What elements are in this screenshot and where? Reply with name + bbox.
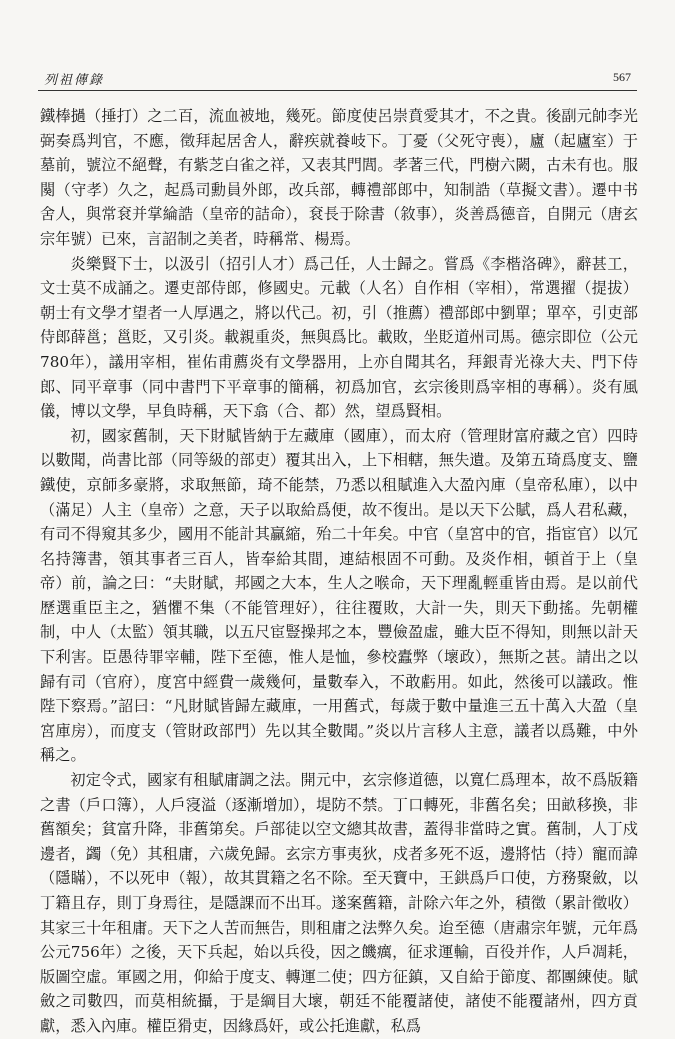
page-number: 567 xyxy=(613,70,631,84)
paragraph: 炎樂賢下士，以汲引（招引人才）爲己任，人士歸之。嘗爲《李楷洛碑》，辭甚工，文士莫不成誦之。遷吏部侍郎，修國史。元載（人名）自作相（宰相），常選擢（提拔）朝士有文學才望者一人厚遇之，將以代己。初，引（推薦）禮部郎中劉單；單卒，引吏部侍郎薛邕；邕貶，又引炎。載親重炎，無與爲比。載敗，坐貶道州司馬。德宗即位（公元780年），議用宰相，崔佑甫薦炎有文學器用，上亦自聞其名，拜銀青光祿大夫、門下侍郎、同平章事（同中書門下平章事的簡稱，初爲加官，玄宗後則爲宰相的專稱）。炎有風儀，博以文學，早負時稱，天下翕（合、都）然，望爲賢相。 xyxy=(40,254,638,421)
paragraph: 鐵棒撾（捶打）之二百，流血被地，幾死。節度使呂崇賁愛其才，不之貴。後副元帥李光弼奏爲判官，不應，徵拜起居舍人，辭疾就養岐下。丁憂（父死守喪），廬（起廬室）于墓前，號泣不絕聲，有紫芝白雀之祥，又表其門閭。孝著三代，門樹六闕，古未有也。服闋（守孝）久之，起爲司勳員外郎，改兵部，轉禮部郎中，知制誥（草擬文書）。遷中书舍人，與常袞并掌綸誥（皇帝的詰命），袞長于除書（敘事），炎善爲德音，自開元（唐玄宗年號）已來，言詔制之美者，時稱常、楊焉。 xyxy=(40,107,638,248)
book-title: 列祖傳錄 xyxy=(44,73,105,88)
paragraph: 初，國家舊制，天下財賦皆納于左藏庫（國庫），而太府（管理財富府藏之官）四時以數聞，尚書比部（同等級的部吏）覆其出入，上下相轄，無失遺。及第五琦爲度支、鹽鐵使，京師多豪將，求取無節，琦不能禁，乃悉以租賦進入大盈內庫（皇帝私庫），以中（滿足）人主（皇帝）之意，天子以取給爲便，故不復出。是以天下公賦，爲人君私藏，有司不得窺其多少，國用不能計其贏縮，殆二十年矣。中官（皇宮中的官，指宦官）以冗名持簿書，領其事者三百人，皆奉給其間，連結根固不可動。及炎作相，頓首于上（皇帝）前，論之曰：“夫財賦，邦國之大本，生人之喉命，天下理亂輕重皆由焉。是以前代歷選重臣主之，猶懼不集（不能管理好），往往覆敗，大計一失，則天下動搖。先朝權制，中人（太監）領其職，以五尺宦豎操邦之本，豐儉盈虛，雖大臣不得知，則無以計天下利害。臣愚待罪宰輔，陛下至德，惟人是恤，參校蠹弊（壞政），無斯之甚。請出之以歸有司（官府），度宮中經費一歲幾何，量數奉入，不敢虧用。如此，然後可以議政。惟陛下察焉。”詔曰：“凡財賦皆歸左藏庫，一用舊式，每歲于數中量進三五十萬入大盈（皇宮庫房），而度支（管財政部門）先以其全數聞。”炎以片言移人主意，議者以爲難，中外稱之。 xyxy=(40,426,638,765)
running-header xyxy=(38,64,637,91)
paragraph: 初定令式，國家有租賦庸調之法。開元中，玄宗修道德，以寬仁爲理本，故不爲版籍之書（戶口簿），人戶寖溢（逐漸增加），堤防不禁。丁口轉死，非舊名矣；田畝移換，非舊額矣；貧富升降，非舊第矣。戶部徒以空文總其故書，蓋得非當時之實。舊制，人丁戍邊者，蠲（免）其租庸，六歲免歸。玄宗方事夷狄，戍者多死不返，邊將怙（持）寵而諱（隱瞞），不以死申（報），故其貫籍之名不除。至天寶中，王鉷爲戶口使，方務聚斂，以丁籍且存，則丁身焉往，是隱課而不出耳。遂案舊籍，計除六年之外，積徵（累計徵收）其家三十年租庸。天下之人苦而無告，則租庸之法弊久矣。迨至德（唐肅宗年號，元年爲公元756年）之後，天下兵起，始以兵役，因之饑癘，征求運輸，百役并作，人戶凋耗，版圖空虛。軍國之用，仰給于度支、轉運二使；四方征鎮，又自給于節度、都團練使。賦斂之司數四，而莫相統攝，于是綱目大壞，朝廷不能覆諸使，諸使不能覆諸州，四方貢獻，悉入內庫。權臣猾吏，因緣爲奸，或公托進獻，私爲 xyxy=(40,771,638,1035)
main-text xyxy=(40,104,638,1035)
